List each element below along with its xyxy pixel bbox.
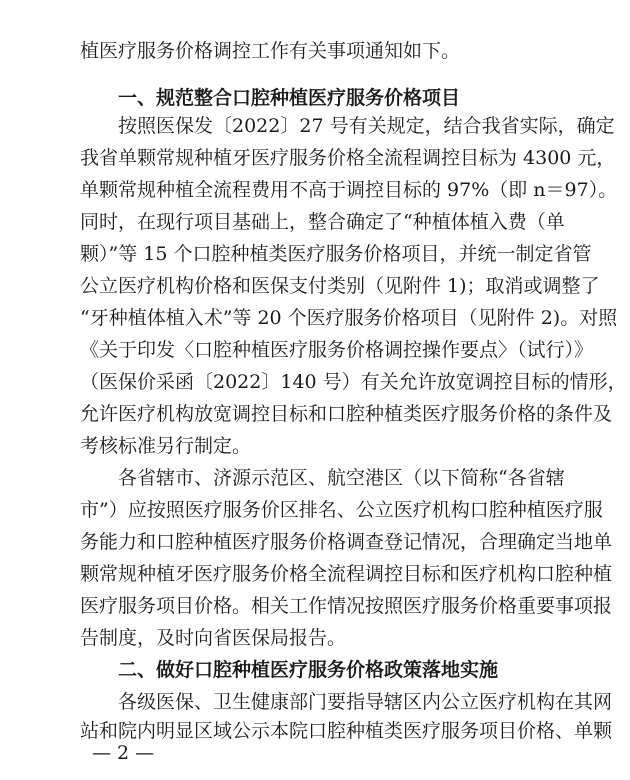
paragraph-line: 市”）应按照医疗服务价区排名、公立医疗机构口腔种植医疗服 <box>80 499 603 521</box>
paragraph-line: 单颗常规种植全流程费用不高于调控目标的 97%（即 n＝97）。 <box>80 179 618 201</box>
paragraph-line: 同时，在现行项目基础上，整合确定了“种植体植入费（单 <box>80 211 565 233</box>
paragraph-line: 务能力和口腔种植医疗服务价格调查登记情况，合理确定当地单 <box>80 531 613 553</box>
paragraph-line: “牙种植体植入术”等 20 个医疗服务价格项目（见附件 2)。对照 <box>80 307 618 329</box>
paragraph-line: 植医疗服务价格调控工作有关事项通知如下。 <box>80 40 461 62</box>
paragraph-line: 各级医保、卫生健康部门要指导辖区内公立医疗机构在其网 <box>118 691 613 713</box>
paragraph-line: 颗）”等 15 个口腔种植类医疗服务价格项目，并统一制定省管 <box>80 243 592 265</box>
paragraph-line: 我省单颗常规种植牙医疗服务价格全流程调控目标为 4300 元， <box>80 147 616 169</box>
page-number: — 2 — <box>92 742 155 764</box>
paragraph-line: 《关于印发〈口腔种植医疗服务价格调控操作要点〉（试行）》 <box>80 339 594 361</box>
section-heading: 一、规范整合口腔种植医疗服务价格项目 <box>118 87 461 109</box>
paragraph-line: 医疗服务项目价格。相关工作情况按照医疗服务价格重要事项报 <box>80 595 613 617</box>
paragraph-line: 站和院内明显区域公示本院口腔种植类医疗服务项目价格、单颗 <box>80 720 613 742</box>
paragraph-line: 按照医保发〔2022〕27 号有关规定，结合我省实际，确定 <box>118 115 615 137</box>
paragraph-line: 考核标准另行制定。 <box>80 435 252 457</box>
paragraph-line: 颗常规种植牙医疗服务价格全流程调控目标和医疗机构口腔种植 <box>80 563 613 585</box>
paragraph-line: 各省辖市、济源示范区、航空港区（以下简称“各省辖 <box>118 467 565 489</box>
paragraph-line: （医保价采函〔2022〕140 号）有关允许放宽调控目标的情形， <box>80 371 627 393</box>
paragraph-line: 告制度，及时向省医保局报告。 <box>80 627 347 649</box>
paragraph-line: 允许医疗机构放宽调控目标和口腔种植类医疗服务价格的条件及 <box>80 403 613 425</box>
section-heading: 二、做好口腔种植医疗服务价格政策落地实施 <box>118 659 499 681</box>
paragraph-line: 公立医疗机构价格和医保支付类别（见附件 1)；取消或调整了 <box>80 275 600 297</box>
